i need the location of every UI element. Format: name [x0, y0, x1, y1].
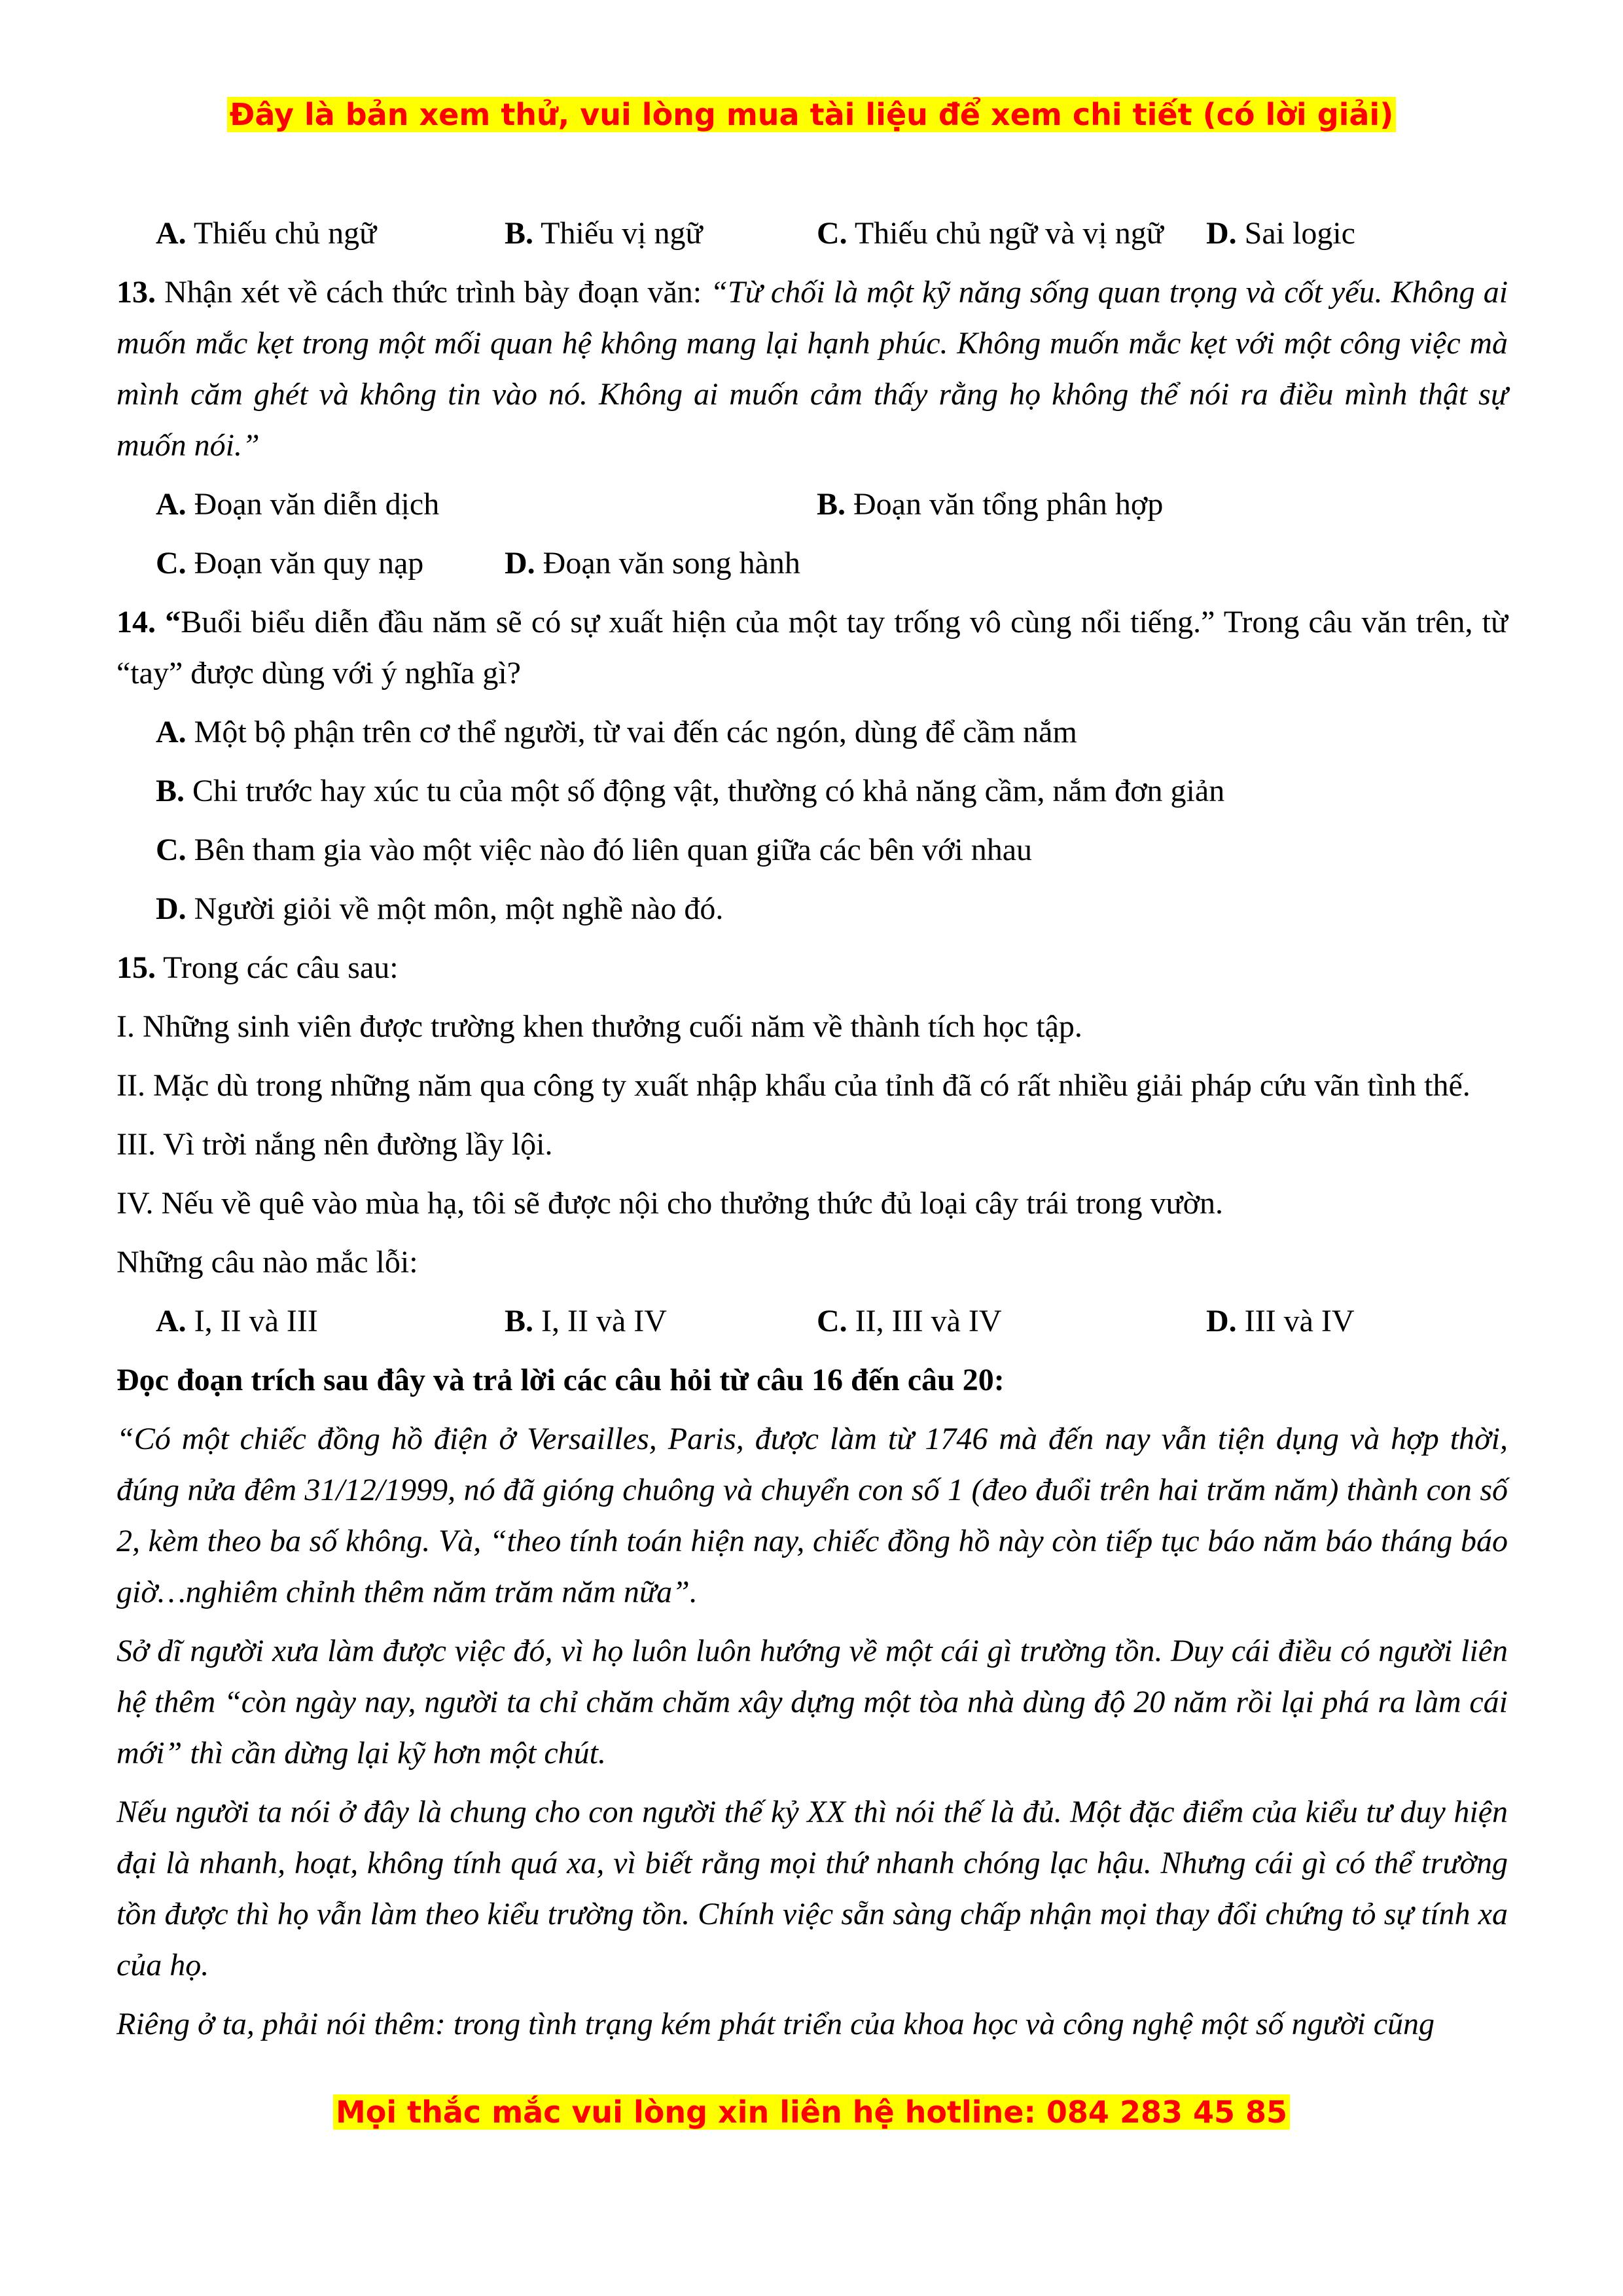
q14-option-c — [116, 825, 1508, 876]
q12-options — [116, 208, 1508, 259]
option-letter: D. — [505, 546, 535, 581]
question-number: 14. — [116, 605, 156, 639]
option-letter: B. — [505, 216, 534, 251]
document-body — [116, 208, 1508, 2050]
q14-option-d — [116, 884, 1508, 935]
question-number: 13. — [116, 275, 156, 310]
q13-options-row-1 — [116, 479, 1508, 530]
option-text: II, III và IV — [855, 1304, 1002, 1338]
option-text: Chi trước hay xúc tu của một số động vật, thường có khả năng cầm, nắm đơn giản — [192, 774, 1225, 808]
q15-sentence-2: II. Mặc dù trong những năm qua công ty xuất nhập khẩu của tỉnh đã có rất nhiều giải pháp cứu vãn tình thế. — [116, 1068, 1471, 1103]
q15-option-c — [817, 1296, 1002, 1347]
option-text: Thiếu vị ngữ — [541, 216, 703, 251]
option-text: Đoạn văn quy nạp — [194, 546, 424, 581]
q12-option-b — [505, 208, 702, 259]
option-letter: A. — [156, 216, 187, 251]
hotline-banner — [0, 2093, 1623, 2131]
option-text: Bên tham gia vào một việc nào đó liên quan giữa các bên với nhau — [194, 833, 1033, 867]
option-text: Sai logic — [1244, 216, 1355, 251]
q12-option-a — [156, 208, 376, 259]
q15-ask: Những câu nào mắc lỗi: — [116, 1245, 418, 1280]
q14-option-b — [116, 766, 1508, 817]
option-letter: C. — [156, 546, 187, 581]
q13-option-a — [156, 479, 439, 530]
question-stem: Trong các câu sau: — [163, 950, 399, 985]
option-letter: C. — [156, 833, 187, 867]
q13-option-d — [505, 538, 800, 589]
option-letter: A. — [156, 1304, 187, 1338]
option-letter: A. — [156, 715, 187, 749]
preview-notice-banner — [0, 96, 1623, 134]
q15-sentence-3: III. Vì trời nắng nên đường lầy lội. — [116, 1127, 553, 1162]
option-text: Một bộ phận trên cơ thể người, từ vai đến các ngón, dùng để cầm nắm — [194, 715, 1077, 749]
q15-option-d — [1206, 1296, 1355, 1347]
option-text: III và IV — [1244, 1304, 1355, 1338]
option-text: Đoạn văn tổng phân hợp — [853, 487, 1164, 522]
reading-paragraph-3: Nếu người ta nói ở đây là chung cho con người thế kỷ XX thì nói thế là đủ. Một đặc điểm của kiểu tư duy hiện đại là nhanh, hoạt, không tính quá xa, vì biết rằng mọi thứ nhanh chóng lạc hậu. Nhưng cái gì có thể trường tồn được thì họ vẫn làm theo kiểu trường tồn. Chính việc sẵn sàng chấp nhận mọi thay đổi chứng tỏ sự tính xa của họ. — [116, 1795, 1508, 1982]
option-text: Đoạn văn song hành — [543, 546, 800, 581]
option-text: Người giỏi về một môn, một nghề nào đó. — [194, 891, 724, 926]
q15-option-a — [156, 1296, 318, 1347]
preview-notice-text: Đây là bản xem thử, vui lòng mua tài liệu để xem chi tiết (có lời giải) — [227, 97, 1396, 132]
option-text: Thiếu chủ ngữ — [193, 216, 377, 251]
question-14 — [116, 597, 1508, 699]
q14-option-a — [116, 707, 1508, 758]
option-letter: B. — [156, 774, 185, 808]
option-text: I, II và IV — [541, 1304, 667, 1338]
q15-options — [116, 1296, 1508, 1347]
q15-sentence-4: IV. Nếu về quê vào mùa hạ, tôi sẽ được nội cho thưởng thức đủ loại cây trái trong vườn. — [116, 1186, 1223, 1221]
option-letter: D. — [1206, 1304, 1237, 1338]
option-letter: C. — [817, 1304, 847, 1338]
q12-option-c — [817, 208, 1164, 259]
q15-option-b — [505, 1296, 667, 1347]
option-letter: A. — [156, 487, 187, 522]
question-quote: “Từ chối là một kỹ năng sống quan trọng và cốt yếu. Không ai muốn mắc kẹt trong một mối quan hệ không mang lại hạnh phúc. Không muốn mắc kẹt với một công việc mà mình căm ghét và không tin vào nó. Không ai muốn cảm thấy rằng họ không thể nói ra điều mình thật sự muốn nói.” — [116, 275, 1508, 463]
open-quote: “ — [165, 605, 181, 639]
reading-heading: Đọc đoạn trích sau đây và trả lời các câu hỏi từ câu 16 đến câu 20: — [116, 1363, 1005, 1397]
reading-paragraph-2: Sở dĩ người xưa làm được việc đó, vì họ luôn luôn hướng về một cái gì trường tồn. Duy cái điều có người liên hệ thêm “còn ngày nay, người ta chỉ chăm chăm xây dựng một tòa nhà dùng độ 20 năm rồi lại phá ra làm cái mới” thì cần dừng lại kỹ hơn một chút. — [116, 1634, 1508, 1770]
reading-paragraph-1: “Có một chiếc đồng hồ điện ở Versailles, Paris, được làm từ 1746 mà đến nay vẫn tiện dụng và hợp thời, đúng nửa đêm 31/12/1999, nó đã gióng chuông và chuyển con số 1 (đeo đuổi trên hai trăm năm) thành con số 2, kèm theo ba số không. Và, “theo tính toán hiện nay, chiếc đồng hồ này còn tiếp tục báo năm báo tháng báo giờ…nghiêm chỉnh thêm năm trăm năm nữa”. — [116, 1422, 1508, 1609]
reading-paragraph-4: Riêng ở ta, phải nói thêm: trong tình trạng kém phát triển của khoa học và công nghệ một số người cũng — [116, 2007, 1435, 2041]
option-letter: B. — [505, 1304, 534, 1338]
option-text: I, II và III — [194, 1304, 318, 1338]
question-stem: Buổi biểu diễn đầu năm sẽ có sự xuất hiện của một tay trống vô cùng nổi tiếng.” Trong câu văn trên, từ “tay” được dùng với ý nghĩa gì? — [116, 605, 1508, 691]
question-13 — [116, 267, 1508, 471]
option-letter: D. — [156, 891, 187, 926]
hotline-text: Mọi thắc mắc vui lòng xin liên hệ hotline: 084 283 45 85 — [333, 2094, 1290, 2130]
option-letter: B. — [817, 487, 846, 522]
option-text: Thiếu chủ ngữ và vị ngữ — [854, 216, 1164, 251]
q12-option-d — [1206, 208, 1355, 259]
question-number: 15. — [116, 950, 156, 985]
option-letter: D. — [1206, 216, 1237, 251]
option-letter: C. — [817, 216, 847, 251]
q15-sentence-1: I. Những sinh viên được trường khen thưởng cuối năm về thành tích học tập. — [116, 1009, 1082, 1044]
q13-option-c — [156, 538, 423, 589]
q13-option-b — [817, 479, 1163, 530]
option-text: Đoạn văn diễn dịch — [194, 487, 440, 522]
question-stem: Nhận xét về cách thức trình bày đoạn văn: — [164, 275, 702, 310]
question-15 — [116, 942, 1508, 994]
q13-options-row-2 — [116, 538, 1508, 589]
